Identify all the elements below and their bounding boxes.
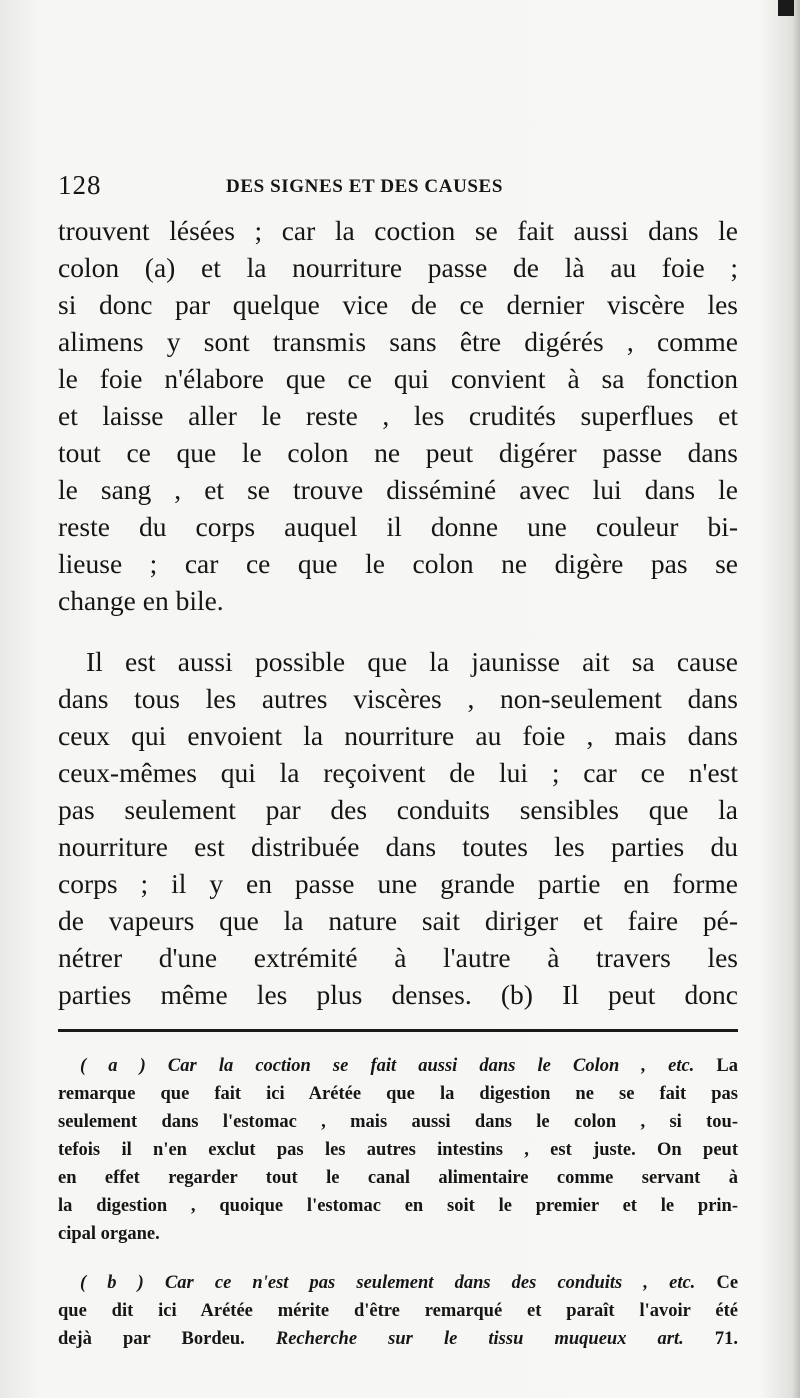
footnote-b-start: Ce <box>716 1273 739 1293</box>
footnote-a-lemma: Car la coction se fait aussi dans le Colon , etc. <box>167 1056 695 1076</box>
footnote-b <box>58 1269 738 1353</box>
text-line: de vapeurs que la nature sait diriger et faire pé- <box>58 905 738 936</box>
text-line: si donc par quelque vice de ce dernier viscère les <box>58 289 738 320</box>
footnote-b-last-line <box>58 1325 738 1353</box>
footnote-a-marker: ( a ) <box>80 1056 146 1076</box>
text-line: lieuse ; car ce que le colon ne digère pas se <box>58 548 738 579</box>
text-line: nourriture est distribuée dans toutes les parties du <box>58 831 738 862</box>
text-line: colon (a) et la nourriture passe de là au foie ; <box>58 252 738 283</box>
footnote-rule <box>58 1029 738 1032</box>
text-line: trouvent lésées ; car la coction se fait aussi dans le <box>58 215 738 246</box>
text-line: tout ce que le colon ne peut digérer passe dans <box>58 437 738 468</box>
footnote-b-citation-author: dejà par Bordeu. <box>58 1329 245 1349</box>
footnote-line: tefois il n'en exclut pas les autres intestins , est juste. On peut <box>58 1140 738 1160</box>
text-line: ceux qui envoient la nourriture au foie , mais dans <box>58 720 738 751</box>
text-line: le foie n'élabore que ce qui convient à sa fonction <box>58 363 738 394</box>
main-text <box>58 212 738 1013</box>
footnote-a <box>58 1052 738 1248</box>
text-line: ceux-mêmes qui la reçoivent de lui ; car ce n'est <box>58 757 738 788</box>
footnote-gap <box>58 1248 738 1269</box>
text-line: change en bile. <box>58 585 224 616</box>
footnote-line: en effet regarder tout le canal alimentaire comme servant à <box>58 1168 738 1188</box>
running-head: DES SIGNES ET DES CAUSES <box>226 176 503 197</box>
page-header <box>58 170 738 206</box>
text-line: parties même les plus denses. (b) Il peut donc <box>58 979 738 1010</box>
footnote-b-citation-title: Recherche sur le tissu muqueux art. <box>275 1329 684 1349</box>
footnote-line: la digestion , quoique l'estomac en soit le premier et le prin- <box>58 1196 738 1216</box>
page-edge-shadow <box>794 0 800 1398</box>
text-line: reste du corps auquel il donne une couleur bi- <box>58 511 738 542</box>
footnote-line: cipal organe. <box>58 1224 160 1244</box>
text-line: dans tous les autres viscères , non-seulement dans <box>58 683 738 714</box>
text-line: pas seulement par des conduits sensibles que la <box>58 794 738 825</box>
footnote-b-marker: ( b ) <box>80 1273 144 1293</box>
text-line: le sang , et se trouve disséminé avec lui dans le <box>58 474 738 505</box>
paragraph-2 <box>58 643 738 1013</box>
footnote-line: remarque que fait ici Arétée que la digestion ne se fait pas <box>58 1084 738 1104</box>
paragraph-1 <box>58 212 738 619</box>
footnote-line: que dit ici Arétée mérite d'être remarqué et paraît l'avoir été <box>58 1301 738 1321</box>
footnote-a-first-line <box>58 1052 738 1080</box>
text-line: alimens y sont transmis sans être digérés , comme <box>58 326 738 357</box>
footnote-line: seulement dans l'estomac , mais aussi dans le colon , si tou- <box>58 1112 738 1132</box>
footnote-a-start: La <box>716 1056 739 1076</box>
text-line-indented: Il est aussi possible que la jaunisse ait sa cause <box>86 646 738 677</box>
text-line: nétrer d'une extrémité à l'autre à travers les <box>58 942 738 973</box>
footnotes <box>58 1052 738 1353</box>
footnote-b-citation-number: 71. <box>714 1329 738 1349</box>
text-line: et laisse aller le reste , les crudités superflues et <box>58 400 738 431</box>
footnote-b-first-line <box>58 1269 738 1297</box>
paragraph-gap <box>58 619 738 643</box>
footnote-b-lemma: Car ce n'est pas seulement dans des conduits , etc. <box>164 1273 696 1293</box>
page-number: 128 <box>58 170 102 200</box>
text-line: corps ; il y en passe une grande partie en forme <box>58 868 738 899</box>
